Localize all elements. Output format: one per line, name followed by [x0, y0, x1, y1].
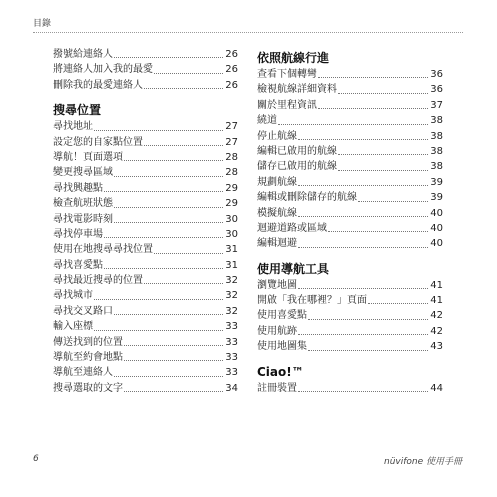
- toc-entry[interactable]: [257, 129, 443, 144]
- toc-leader-dots: [94, 299, 223, 300]
- toc-leader-dots: [94, 330, 223, 331]
- toc-entry-page-number: 32: [225, 305, 238, 317]
- toc-entry[interactable]: [257, 236, 443, 251]
- toc-entry-label: 使用航跡: [257, 325, 297, 337]
- toc-entry[interactable]: [257, 98, 443, 113]
- toc-leader-dots: [298, 139, 428, 140]
- toc-entry-label: 撥號給連絡人: [53, 49, 113, 60]
- toc-leader-dots: [144, 283, 223, 284]
- toc-left-column: [53, 47, 238, 396]
- toc-leader-dots: [114, 222, 223, 223]
- toc-left-top-entries: [53, 47, 238, 99]
- toc-right-column: [257, 47, 443, 396]
- toc-entry-label: 使用地圖集: [257, 341, 307, 353]
- toc-entry-page-number: 26: [225, 49, 238, 60]
- toc-entry-page-number: 39: [430, 192, 443, 204]
- toc-entry-label: 編輯已啟用的航線: [257, 145, 337, 157]
- toc-entry-label: 使用喜愛點: [257, 310, 307, 322]
- toc-entry-label: 繞道: [257, 115, 277, 127]
- toc-entry[interactable]: [257, 339, 443, 354]
- toc-entry-label: 檢查航班狀態: [53, 198, 113, 210]
- toc-leader-dots: [114, 314, 223, 315]
- toc-leader-dots: [154, 73, 223, 74]
- toc-entry-label: 使用在地搜尋尋找位置: [53, 244, 153, 256]
- toc-entry-page-number: 42: [430, 325, 443, 337]
- toc-entry[interactable]: [53, 78, 238, 93]
- toc-leader-dots: [94, 130, 223, 131]
- toc-entry[interactable]: [257, 67, 443, 82]
- toc-entry[interactable]: [53, 350, 238, 365]
- toc-entry[interactable]: [53, 288, 238, 303]
- toc-entry-page-number: 27: [225, 136, 238, 148]
- toc-entry-page-number: 41: [430, 279, 443, 291]
- toc-entry-page-number: 38: [430, 115, 443, 127]
- toc-entry-label: 刪除我的最愛連絡人: [53, 79, 143, 91]
- toc-entry[interactable]: [53, 242, 238, 257]
- toc-leader-dots: [298, 247, 428, 248]
- toc-entry-label: 規劃航線: [257, 176, 297, 188]
- toc-entry-label: 尋找喜愛點: [53, 259, 103, 271]
- page-header: [33, 14, 463, 33]
- toc-entry-label: 模擬航線: [257, 207, 297, 219]
- toc-entry[interactable]: [53, 181, 238, 196]
- toc-entry-label: 尋找電影時刻: [53, 213, 113, 225]
- toc-leader-dots: [318, 77, 428, 78]
- toc-entry-label: 迴避道路或區域: [257, 222, 327, 234]
- toc-left-entries: [53, 119, 238, 396]
- toc-entry[interactable]: [257, 159, 443, 174]
- header-title: 目錄: [33, 19, 52, 29]
- toc-entry-label: 註冊裝置: [257, 382, 297, 394]
- toc-entry-page-number: 38: [430, 145, 443, 157]
- toc-leader-dots: [114, 207, 223, 208]
- toc-entry[interactable]: [257, 221, 443, 236]
- toc-leader-dots: [298, 334, 428, 335]
- toc-entry-page-number: 40: [430, 222, 443, 234]
- toc-leader-dots: [104, 268, 223, 269]
- toc-entry-label: 搜尋選取的文字: [53, 382, 123, 394]
- toc-leader-dots: [114, 376, 223, 377]
- toc-entry[interactable]: [53, 304, 238, 319]
- toc-leader-dots: [124, 360, 223, 361]
- toc-entry-page-number: 27: [225, 121, 238, 133]
- toc-entry[interactable]: [53, 135, 238, 150]
- toc-leader-dots: [104, 191, 223, 192]
- toc-entry-label: 尋找城市: [53, 290, 93, 302]
- toc-leader-dots: [124, 160, 223, 161]
- toc-entry[interactable]: [53, 335, 238, 350]
- toc-entry-label: 尋找興趣點: [53, 182, 103, 194]
- toc-entry[interactable]: [257, 381, 443, 396]
- toc-entry-page-number: 33: [225, 321, 238, 333]
- toc-entry-page-number: 29: [225, 182, 238, 194]
- toc-entry[interactable]: [53, 258, 238, 273]
- toc-leader-dots: [368, 303, 428, 304]
- toc-entry-page-number: 38: [430, 161, 443, 173]
- toc-entry-label: 編輯或刪除儲存的航線: [257, 192, 357, 204]
- footer-page-number: 6: [33, 454, 39, 464]
- toc-entry-label: 編輯迴避: [257, 238, 297, 250]
- toc-entry-label: 尋找停車場: [53, 228, 103, 240]
- toc-entry[interactable]: [53, 365, 238, 380]
- toc-entry[interactable]: [53, 119, 238, 134]
- toc-entry-label: 關於里程資訊: [257, 99, 317, 111]
- toc-leader-dots: [298, 391, 428, 392]
- toc-entry-label: 導航！頁面選項: [53, 151, 123, 163]
- toc-entry-page-number: 33: [225, 367, 238, 379]
- toc-entry-page-number: 39: [430, 176, 443, 188]
- toc-leader-dots: [298, 185, 428, 186]
- section-title: 依照航線行進: [257, 51, 330, 65]
- toc-entry-label: 查看下個轉彎: [257, 69, 317, 80]
- toc-entry-label: 輸入座標: [53, 321, 93, 333]
- toc-entry-page-number: 40: [430, 207, 443, 219]
- toc-leader-dots: [338, 93, 428, 94]
- section-spacer: [257, 355, 443, 361]
- toc-entry[interactable]: [53, 381, 238, 396]
- section-title: Ciao!™: [257, 364, 304, 379]
- toc-entry-label: 停止航線: [257, 130, 297, 142]
- toc-entry-page-number: 42: [430, 310, 443, 322]
- toc-entry[interactable]: [257, 144, 443, 159]
- toc-leader-dots: [338, 170, 428, 171]
- toc-entry-page-number: 38: [430, 130, 443, 142]
- toc-entry[interactable]: [257, 175, 443, 190]
- toc-leader-dots: [328, 231, 428, 232]
- toc-leader-dots: [114, 57, 223, 58]
- toc-entry-page-number: 34: [225, 382, 238, 394]
- toc-entry-page-number: 41: [430, 295, 443, 307]
- toc-entry[interactable]: [53, 196, 238, 211]
- footer-brand: nüvifone 使用手冊: [383, 457, 462, 467]
- toc-leader-dots: [104, 237, 223, 238]
- toc-leader-dots: [278, 124, 428, 125]
- toc-entry-page-number: 32: [225, 275, 238, 287]
- section-spacer: [53, 93, 238, 99]
- toc-entry[interactable]: [53, 212, 238, 227]
- toc-entry-label: 開啟「我在哪裡？」頁面: [257, 295, 367, 307]
- toc-entry[interactable]: [53, 150, 238, 165]
- toc-entry[interactable]: [257, 190, 443, 205]
- toc-entry[interactable]: [257, 278, 443, 293]
- toc-entry[interactable]: [257, 113, 443, 128]
- toc-entry-page-number: 31: [225, 259, 238, 271]
- toc-entry-page-number: 33: [225, 352, 238, 364]
- toc-leader-dots: [308, 319, 428, 320]
- toc-entry-page-number: 30: [225, 228, 238, 240]
- toc-entry[interactable]: [257, 82, 443, 97]
- toc-entry-label: 瀏覽地圖: [257, 279, 297, 291]
- toc-entry[interactable]: [53, 273, 238, 288]
- toc-entry-label: 檢視航線詳細資料: [257, 84, 337, 96]
- toc-entry-page-number: 29: [225, 198, 238, 210]
- section-spacer: [257, 252, 443, 258]
- toc-entry-label: 將連絡人加入我的最愛: [53, 64, 153, 76]
- section-title-search-location: 搜尋位置: [53, 103, 102, 118]
- toc-entry-page-number: 40: [430, 238, 443, 250]
- toc-entry-page-number: 26: [225, 64, 238, 76]
- toc-entry-label: 導航至約會地點: [53, 352, 123, 364]
- toc-entry[interactable]: [53, 47, 238, 62]
- toc-entry[interactable]: [53, 62, 238, 77]
- toc-leader-dots: [154, 253, 223, 254]
- toc-entry-page-number: 36: [430, 69, 443, 80]
- toc-entry-label: 儲存已啟用的航線: [257, 161, 337, 173]
- toc-entry-page-number: 30: [225, 213, 238, 225]
- toc-entry[interactable]: [53, 165, 238, 180]
- toc-entry-page-number: 44: [430, 382, 443, 394]
- toc-leader-dots: [124, 345, 223, 346]
- toc-leader-dots: [298, 216, 428, 217]
- toc-entry-page-number: 43: [430, 341, 443, 353]
- toc-entry-label: 設定您的自家點位置: [53, 136, 143, 148]
- toc-entry[interactable]: [257, 206, 443, 221]
- section-title: 使用導航工具: [257, 261, 330, 276]
- toc-leader-dots: [114, 176, 223, 177]
- toc-leader-dots: [338, 154, 428, 155]
- toc-leader-dots: [318, 108, 428, 109]
- toc-entry-page-number: 28: [225, 167, 238, 179]
- toc-entry-label: 變更搜尋區域: [53, 167, 113, 179]
- toc-leader-dots: [124, 391, 223, 392]
- toc-entry-label: 尋找交叉路口: [53, 305, 113, 317]
- toc-entry-page-number: 31: [225, 244, 238, 256]
- toc-right-sections: [257, 50, 443, 396]
- toc-leader-dots: [298, 288, 428, 289]
- toc-entry-page-number: 36: [430, 84, 443, 96]
- toc-leader-dots: [358, 201, 428, 202]
- toc-entry-page-number: 33: [225, 336, 238, 348]
- toc-entry[interactable]: [257, 293, 443, 308]
- toc-entry-label: 尋找地址: [53, 121, 93, 133]
- toc-entry-label: 導航至連絡人: [53, 367, 113, 379]
- toc-entry[interactable]: [53, 227, 238, 242]
- toc-entry[interactable]: [257, 308, 443, 323]
- toc-leader-dots: [144, 88, 223, 89]
- toc-entry[interactable]: [53, 319, 238, 334]
- toc-entry-page-number: 26: [225, 79, 238, 91]
- toc-entry[interactable]: [257, 324, 443, 339]
- toc-entry-label: 傳送找到的位置: [53, 336, 123, 348]
- toc-entry-page-number: 28: [225, 151, 238, 163]
- toc-entry-page-number: 37: [430, 99, 443, 111]
- toc-entry-label: 尋找最近搜尋的位置: [53, 275, 143, 287]
- toc-leader-dots: [308, 350, 428, 351]
- toc-leader-dots: [144, 145, 223, 146]
- toc-entry-page-number: 32: [225, 290, 238, 302]
